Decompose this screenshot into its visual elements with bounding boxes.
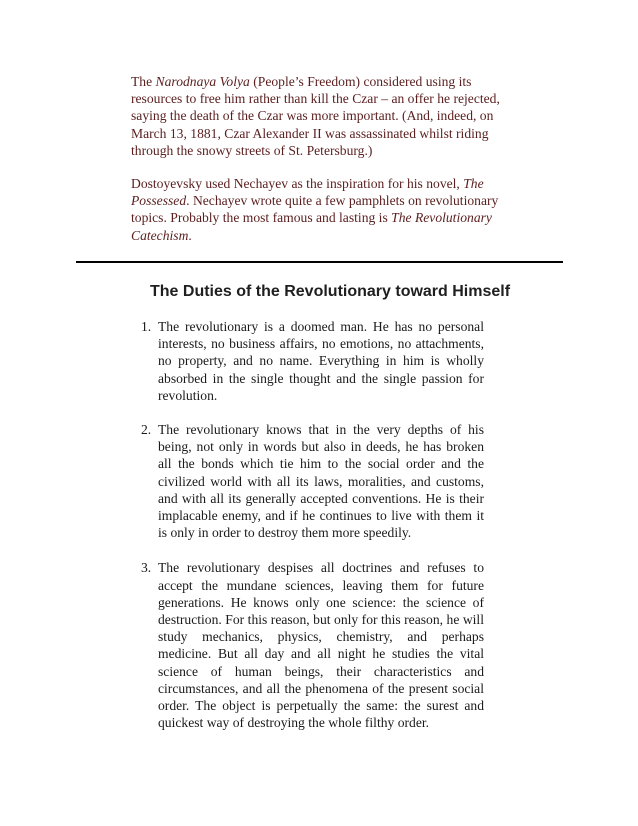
intro-p2-lead: Dostoyevsky used Nechayev as the inspiration for his novel,	[131, 176, 464, 192]
item-number: 3.	[141, 560, 152, 576]
intro-paragraph-1	[131, 73, 509, 159]
horizontal-divider	[76, 261, 563, 263]
revolutionary-catechism-title: The Revolutionary Catechism	[131, 210, 492, 243]
duties-list	[141, 318, 484, 731]
section-heading: The Duties of the Revolutionary toward Himself	[150, 283, 511, 300]
the-possessed-title: The Possessed	[131, 176, 484, 209]
narodnaya-volya-title: Narodnaya Volya	[155, 74, 250, 89]
duty-item-1	[141, 318, 484, 404]
intro-p2-body: . Nechayev wrote quite a few pamphlets on revolutionary topics. Probably the most famous and lasting is	[131, 193, 499, 226]
item-number: 1.	[141, 319, 152, 334]
item-number: 2.	[141, 422, 152, 438]
item-text: The revolutionary knows that in the very depths of his being, not only in words but also in deeds, he has broken all the bonds which tie him to the social order and the civilized world with all its laws, moralities, and customs, and with all its generally accepted conventions. He is their implacable enemy, and if he continues to live with them it is only in order to destroy them more speedily.	[158, 422, 484, 541]
item-text: The revolutionary despises all doctrines and refuses to accept the mundane sciences, leaving them for future generations. He knows only one science: the science of destruction. For this reason, but only for this reason, he will study mechanics, physics, chemistry, and perhaps medicine. But all day and all night he studies the vital science of human beings, their characteristics and circumstances, and all the phenomena of the present social order. The object is perpetually the same: the surest and quickest way of destroying the whole filthy order.	[158, 560, 484, 731]
intro-text	[131, 73, 509, 244]
intro-p2-end: .	[188, 227, 192, 243]
item-text: The revolutionary is a doomed man. He has no personal interests, no business affairs, no emotions, no attachments, no property, and no name. Everything in him is wholly absorbed in the single thought and the single passion for revolution.	[158, 319, 484, 403]
duty-item-3	[141, 559, 484, 731]
duty-item-2	[141, 421, 484, 541]
intro-paragraph-2	[131, 175, 509, 244]
intro-p1-body: (People’s Freedom) considered using its resources to free him rather than kill the Czar – an offer he rejected, saying the death of the Czar was more important. (And, indeed, on March 13, 1881, Czar Alexander II was assassinated whilst riding through the snowy streets of St. Petersburg.)	[131, 74, 500, 158]
intro-p1-lead: The	[131, 74, 156, 89]
